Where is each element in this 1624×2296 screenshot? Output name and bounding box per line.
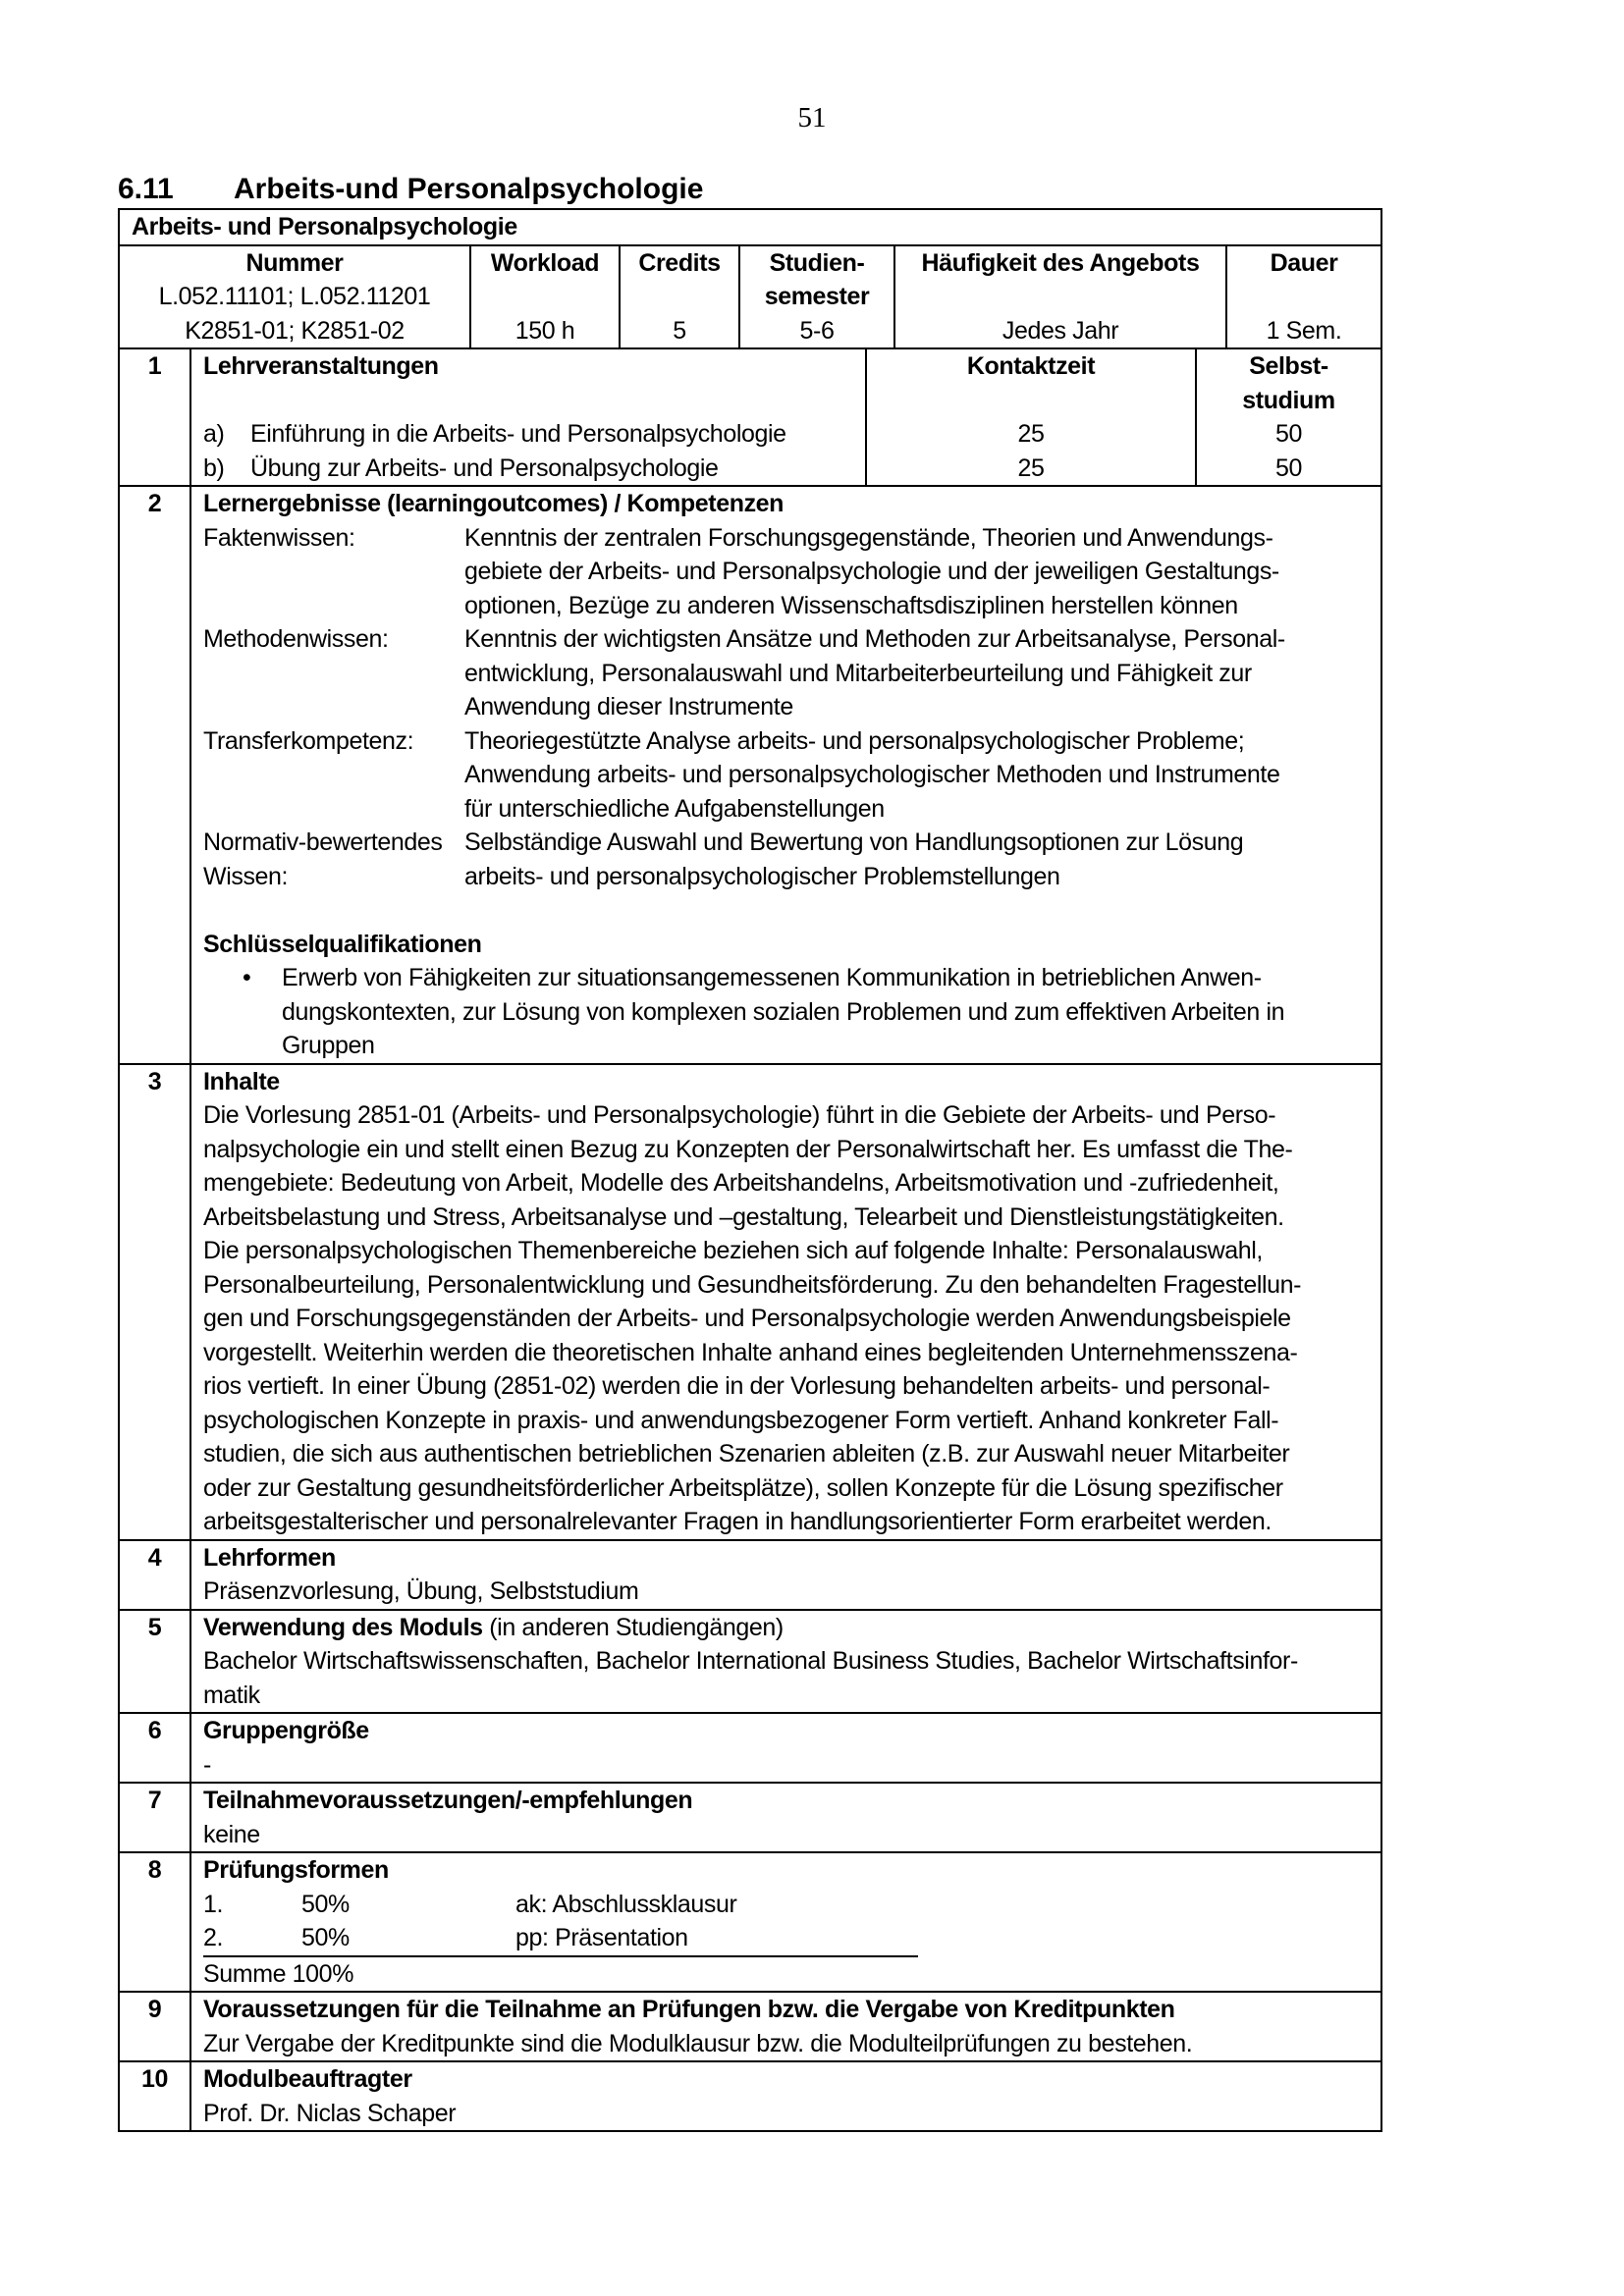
haeufigkeit-cell bbox=[893, 246, 1225, 348]
content-line: vorgestellt. Weiterhin werden die theoretischen Inhalte anhand eines begleitenden Unternehmensszena- bbox=[203, 1338, 1298, 1366]
row-text: Prof. Dr. Niclas Schaper bbox=[203, 2099, 457, 2127]
row-text: Bachelor Wirtschaftswissenschaften, Bachelor International Business Studies, Bachelor Wirtschaftsinfor- bbox=[203, 1647, 1298, 1675]
key-qualification-item: • Erwerb von Fähigkeiten zur situationsangemessenen Kommunikation in betrieblichen Anwen- dungskontexten, zur Lösung von komplexen sozialen Problemen und zum effektiven Arbeiten in Gruppen bbox=[203, 961, 1369, 1063]
lehrveranstaltung-item: a) Einführung in die Arbeits- und Personalpsychologie bbox=[203, 420, 786, 448]
row-number: 3 bbox=[120, 1065, 191, 1539]
content-line: psychologischen Konzepte in praxis- und anwendungsbezogener Form vertieft. Anhand konkreter Fall- bbox=[203, 1406, 1279, 1434]
semester-cell bbox=[738, 246, 893, 348]
content-line: Die Vorlesung 2851-01 (Arbeits- und Personalpsychologie) führt in die Gebiete der Arbeits- und Perso- bbox=[203, 1101, 1276, 1129]
row-number: 5 bbox=[120, 1611, 191, 1713]
outcome-faktenwissen: Faktenwissen: Kenntnis der zentralen Forschungsgegenstände, Theorien und Anwendungs- gebiete der Arbeits- und Personalpsychologie und der jeweiligen Gestaltungs- optionen, Bezüge zu anderen Wissenschaftsdisziplinen herstellen können bbox=[203, 523, 1279, 619]
lehrveranstaltungen-list bbox=[191, 349, 867, 485]
module-info-row bbox=[120, 244, 1380, 348]
module-title: Arbeits- und Personalpsychologie bbox=[132, 213, 517, 240]
selbststudium-header: Selbst- studium bbox=[1242, 352, 1335, 414]
outcome-normativ: Normativ-bewertendes Wissen: Selbständige Auswahl und Bewertung von Handlungsoptionen zur Lösung arbeits- und personalpsychologischer Problemstellungen bbox=[203, 828, 1244, 890]
page-number: 51 bbox=[797, 102, 827, 133]
row-title: Verwendung des Moduls bbox=[203, 1613, 483, 1641]
bullet-icon: • bbox=[243, 964, 251, 991]
exam-item: 2. 50% pp: Präsentation bbox=[203, 1921, 918, 1957]
nummer-line-1: L.052.11101; L.052.11201 bbox=[158, 283, 431, 310]
content-line: Die personalpsychologischen Themenbereiche beziehen sich auf folgende Inhalte: Personalauswahl, bbox=[203, 1237, 1263, 1264]
exam-summe: Summe 100% bbox=[203, 1959, 354, 1988]
lehrveranstaltung-item: b) Übung zur Arbeits- und Personalpsychologie bbox=[203, 454, 719, 482]
haeufigkeit-value: Jedes Jahr bbox=[1001, 316, 1119, 345]
row-verwendung bbox=[120, 1609, 1380, 1713]
row-title: Inhalte bbox=[203, 1067, 280, 1095]
row-title: Lehrveranstaltungen bbox=[203, 352, 439, 380]
row-number: 10 bbox=[120, 2062, 191, 2130]
row-number: 9 bbox=[120, 1993, 191, 2060]
content-line: studien, die sich aus authentischen betrieblichen Szenarien ableiten (z.B. zur Auswahl neuer Mitarbeiter bbox=[203, 1440, 1290, 1468]
row-text: matik bbox=[203, 1681, 260, 1709]
outcome-methodenwissen: Methodenwissen: Kenntnis der wichtigsten Ansätze und Methoden zur Arbeitsanalyse, Personal- entwicklung, Personalauswahl und Mitarbeiterbeurteilung und Fähigkeit zur Anwendung dieser Instrumente bbox=[203, 625, 1285, 721]
row-title: Lehrformen bbox=[203, 1543, 336, 1572]
content-line: Personalbeurteilung, Personalentwicklung und Gesundheitsförderung. Zu den behandelten Fragestellun- bbox=[203, 1270, 1302, 1299]
row-title: Modulbeauftragter bbox=[203, 2065, 412, 2093]
workload-cell bbox=[469, 246, 619, 348]
nummer-header: Nummer bbox=[245, 248, 344, 277]
row-title: Teilnahmevoraussetzungen/-empfehlungen bbox=[203, 1787, 693, 1814]
nummer-line-2: K2851-01; K2851-02 bbox=[185, 316, 405, 345]
nummer-cell bbox=[120, 246, 469, 348]
kontaktzeit-value: 25 bbox=[1017, 454, 1045, 482]
row-number: 4 bbox=[120, 1541, 191, 1609]
module-table bbox=[118, 208, 1382, 2132]
kontaktzeit-value: 25 bbox=[1017, 420, 1045, 448]
haeufigkeit-header: Häufigkeit des Angebots bbox=[921, 248, 1200, 277]
row-gruppengroesse bbox=[120, 1712, 1380, 1782]
content-line: rios vertieft. In einer Übung (2851-02) werden die in der Vorlesung behandelten arbeits- und personal- bbox=[203, 1372, 1271, 1400]
credits-cell bbox=[619, 246, 738, 348]
row-voraussetzungen-pruefung bbox=[120, 1991, 1380, 2060]
workload-value: 150 h bbox=[514, 316, 575, 345]
row-title: Gruppengröße bbox=[203, 1717, 369, 1744]
semester-value: 5-6 bbox=[799, 316, 835, 345]
row-number: 6 bbox=[120, 1714, 191, 1782]
row-lehrformen bbox=[120, 1539, 1380, 1609]
row-number: 8 bbox=[120, 1853, 191, 1991]
row-title-suffix: (in anderen Studiengängen) bbox=[482, 1613, 784, 1641]
section-heading bbox=[118, 173, 703, 206]
section-title: Arbeits-und Personalpsychologie bbox=[234, 173, 704, 205]
dauer-header: Dauer bbox=[1270, 248, 1338, 277]
row-modulbeauftragter bbox=[120, 2060, 1380, 2130]
content-line: oder zur Gestaltung gesundheitsförderlicher Arbeitsplätze), sollen Konzepte für die Lösung spezifischer bbox=[203, 1473, 1283, 1502]
selbststudium-value: 50 bbox=[1274, 420, 1302, 448]
row-text: Zur Vergabe der Kreditpunkte sind die Modulklausur bzw. die Modulteilprüfungen zu bestehen. bbox=[203, 2029, 1193, 2057]
module-title-row bbox=[120, 210, 1380, 244]
credits-value: 5 bbox=[673, 316, 686, 345]
row-title: Prüfungsformen bbox=[203, 1856, 389, 1884]
row-number: 2 bbox=[120, 487, 191, 1063]
row-text: keine bbox=[203, 1820, 260, 1848]
content-line: mengebiete: Bedeutung von Arbeit, Modelle des Arbeitshandelns, Arbeitsmotivation und -zufriedenheit, bbox=[203, 1169, 1279, 1197]
selbststudium-value: 50 bbox=[1274, 454, 1302, 482]
content-line: nalpsychologie ein und stellt einen Bezug zu Konzepten der Personalwirtschaft her. Es umfasst die The- bbox=[203, 1135, 1293, 1163]
row-number: 1 bbox=[120, 349, 191, 485]
row-pruefungsformen bbox=[120, 1851, 1380, 1991]
content-line: gen und Forschungsgegenständen der Arbeits- und Personalpsychologie werden Anwendungsbeispiele bbox=[203, 1305, 1291, 1332]
content-line: Arbeitsbelastung und Stress, Arbeitsanalyse und –gestaltung, Telearbeit und Dienstleistungstätigkeiten. bbox=[203, 1202, 1284, 1231]
dauer-cell bbox=[1225, 246, 1380, 348]
row-lehrveranstaltungen bbox=[120, 347, 1380, 485]
outcome-transferkompetenz: Transferkompetenz: Theoriegestützte Analyse arbeits- und personalpsychologischer Probleme; Anwendung arbeits- und personalpsychologischer Methoden und Instrumente für unterschiedliche Aufgabenstellungen bbox=[203, 726, 1280, 823]
row-title: Lernergebnisse (learningoutcomes) / Kompetenzen bbox=[203, 490, 785, 517]
row-title: Voraussetzungen für die Teilnahme an Prüfungen bzw. die Vergabe von Kreditpunkten bbox=[203, 1996, 1175, 2023]
credits-header: Credits bbox=[638, 248, 721, 277]
section-number: 6.11 bbox=[118, 173, 174, 205]
row-lernergebnisse bbox=[120, 485, 1380, 1063]
row-text: - bbox=[203, 1750, 211, 1779]
selbststudium-column bbox=[1197, 349, 1380, 485]
row-text: Präsenzvorlesung, Übung, Selbststudium bbox=[203, 1577, 639, 1605]
dauer-value: 1 Sem. bbox=[1266, 316, 1342, 345]
exam-item: 1. 50% ak: Abschlussklausur bbox=[203, 1890, 737, 1918]
content-line: arbeitsgestalterischer und personalrelevanter Fragen in handlungsorientierter Form erarbeitet werden. bbox=[203, 1508, 1272, 1535]
row-inhalte bbox=[120, 1063, 1380, 1539]
workload-header: Workload bbox=[490, 248, 600, 277]
key-qualifications-title: Schlüsselqualifikationen bbox=[203, 930, 482, 958]
kontaktzeit-header: Kontaktzeit bbox=[966, 352, 1096, 380]
kontaktzeit-column bbox=[867, 349, 1197, 485]
row-number: 7 bbox=[120, 1784, 191, 1851]
row-teilnahmevoraussetzungen bbox=[120, 1782, 1380, 1851]
semester-header: Studien- semester bbox=[764, 248, 870, 310]
